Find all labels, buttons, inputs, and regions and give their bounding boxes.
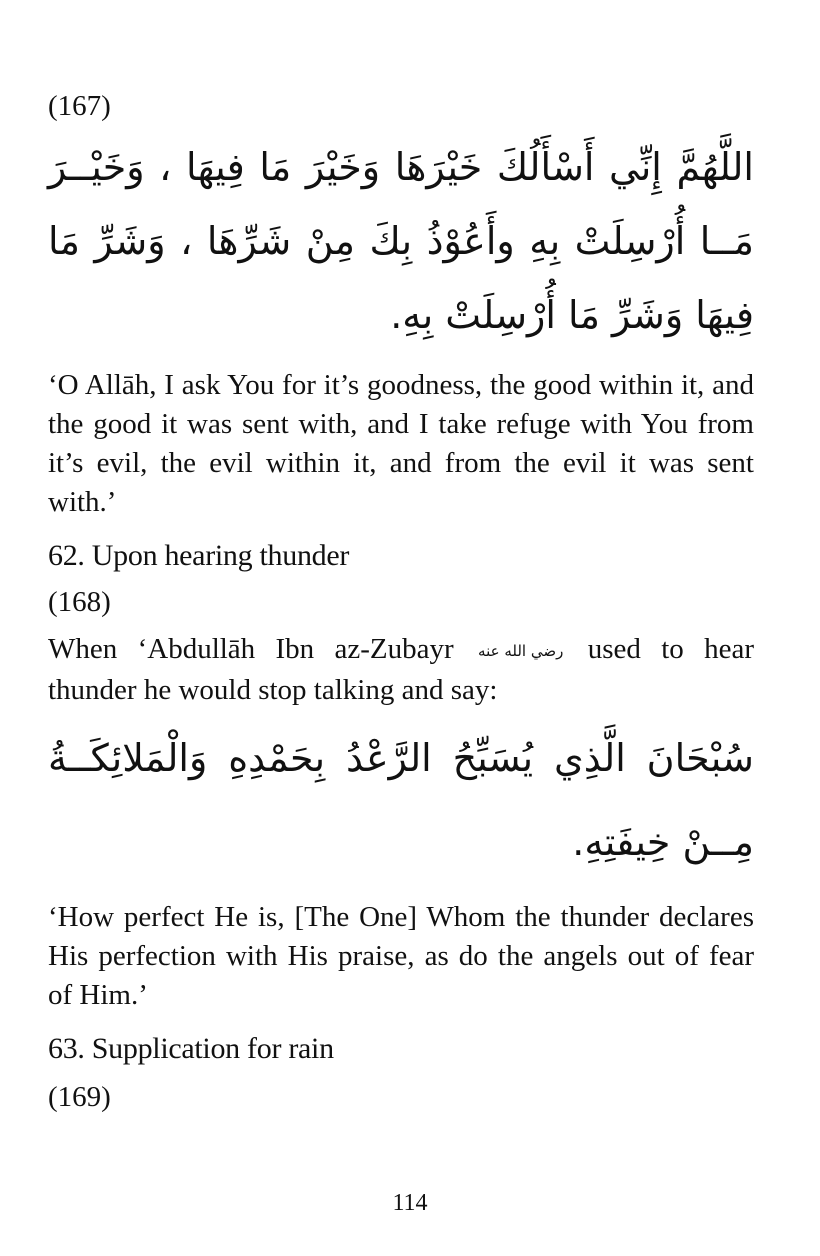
arabic-supplication-168: سُبْحَانَ الَّذِي يُسَبِّحُ الرَّعْدُ بِحَمْدِهِ وَالْمَلائِكَــةُ مِــنْ خِيفَتِهِ. — [48, 735, 754, 864]
section-heading-62: 62. Upon hearing thunder — [48, 539, 350, 572]
section-heading-63: 63. Supplication for rain — [48, 1031, 334, 1065]
hadith-number-167: (167) — [48, 90, 111, 122]
honorific-glyph: رضي الله عنه — [478, 641, 564, 660]
page-content — [48, 88, 754, 1115]
intro-text-after: used to hear thunder he would stop talking and say: — [48, 633, 755, 706]
translation-168: ‘How perfect He is, [The One] Whom the thunder declares His perfection with His praise, as do the angels out of fear of Him.’ — [48, 900, 754, 1011]
translation-167: ‘O Allāh, I ask You for it’s goodness, the good within it, and the good it was sent with, and I take refuge with You from it’s evil, the evil within it, and from the evil it was sent with.’ — [48, 369, 754, 518]
page-number: 114 — [392, 1190, 428, 1216]
hadith-number-168: (168) — [48, 586, 111, 618]
hadith-number-169: (169) — [48, 1080, 111, 1113]
intro-text-before: When ‘Abdullāh Ibn az-Zubayr — [48, 633, 454, 665]
arabic-supplication-167: اللَّهُمَّ إِنِّي أَسْأَلُكَ خَيْرَهَا وَخَيْرَ مَا فِيهَا ، وَخَيْــرَ مَــا أُرْسِلَتْ بِهِ وأَعُوْذُ بِكَ مِنْ شَرِّهَا ، وَشَرِّ مَا فِيهَا وَشَرِّ مَا أُرْسِلَتْ بِهِ. — [48, 145, 754, 337]
intro-168 — [48, 630, 754, 710]
